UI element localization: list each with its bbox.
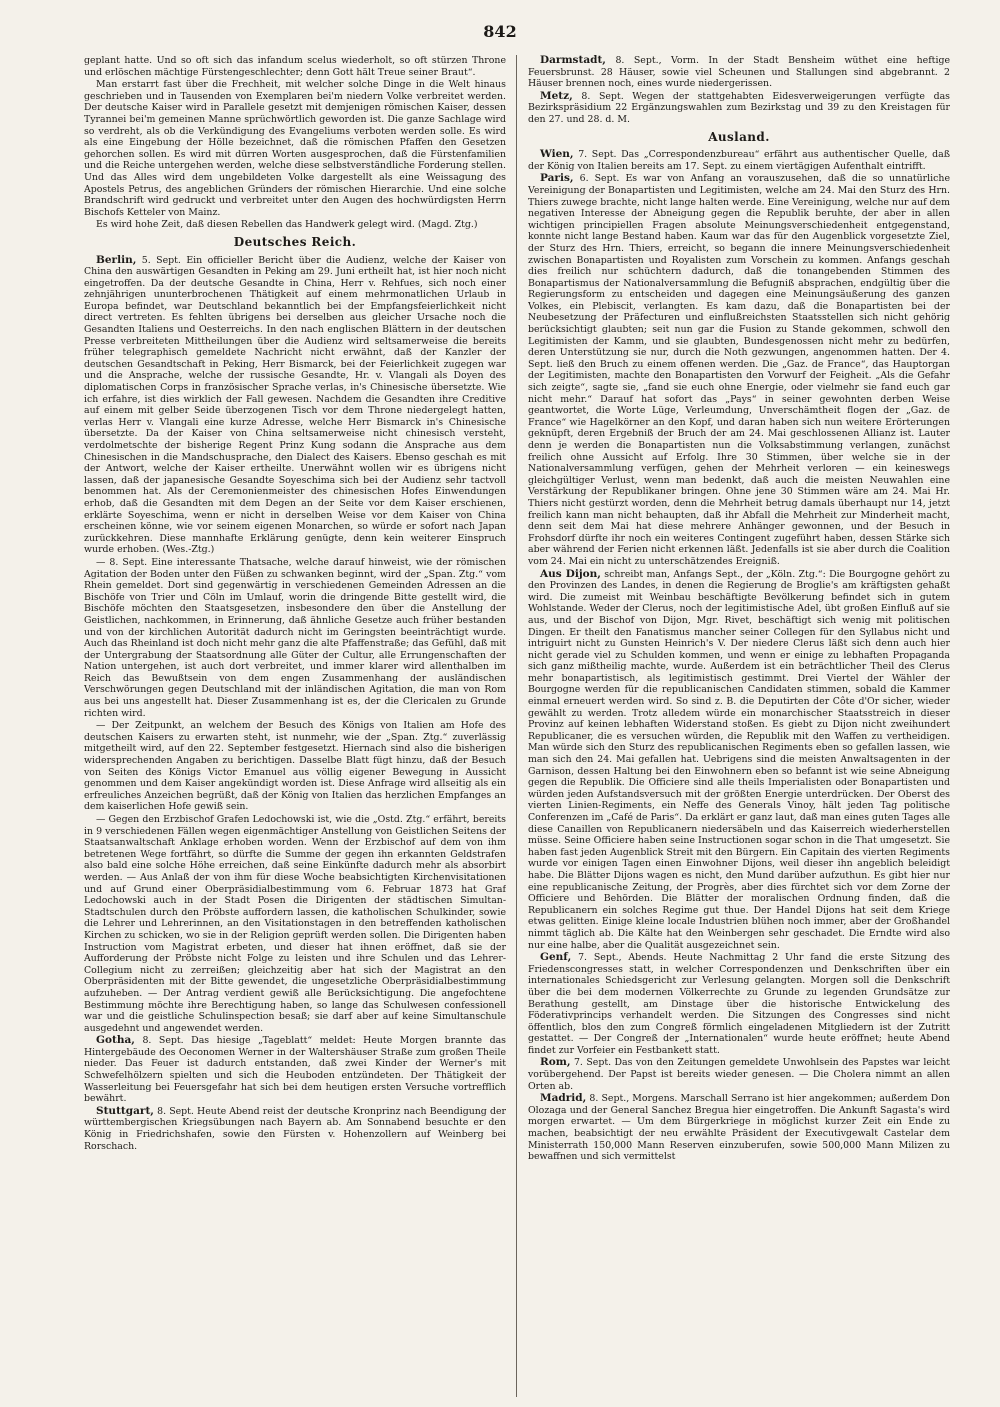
dateline: Madrid, bbox=[540, 1092, 587, 1105]
dateline: Stuttgart, bbox=[96, 1104, 154, 1117]
dateline: Darmstadt, bbox=[540, 55, 606, 66]
article-berlin-followup bbox=[84, 557, 506, 719]
article-gotha bbox=[84, 1035, 506, 1105]
article-wien bbox=[528, 149, 950, 172]
dateline: Gotha, bbox=[96, 1034, 135, 1047]
article-text: 5. Sept. Ein officieller Bericht über die Audienz, welche der Kaiser von China den auswärtigen Gesandten in Peking am 29. Juni ertheilt hat, ist hier noch nicht eingetroffen. Da der deutsche Gesandte in China, Herr v. Rehfues, sich noch einer zehnjährigen ununterbrochenen Thätigkeit auf einem mehrmonatlichen Urlaub in Europa befindet, war Deutschland bekanntlich bei der Empfangsfeierlichkeit nicht direct vertreten. Es fehlten übrigens bei derselben aus gleicher Ursache noch die Gesandten Italiens und Oesterreichs. In den nach englischen Blättern in der deutschen Presse verbreiteten Mittheilungen über die Audienz wird seltsamerweise die bereits früher telegraphisch gemeldete Nachricht nicht erwähnt, daß der Kanzler der deutschen Gesandtschaft in Peking, Herr Bismarck, bei der Feierlichkeit zugegen war und die Ansprache, welche der russische Gesandte, Hr. v. Vlangali als Doyen des diplomatischen Corps in französischer Sprache verlas, in's Chinesische übersetzte. Wie ich erfahre, ist dies wirklich der Fall gewesen. Nachdem die Gesandten ihre Creditive auf einem mit gelber Seide überzogenen Tisch vor dem Throne niedergelegt hatten, verlas Herr v. Vlangali eine kurze Adresse, welche Herr Bismarck in's Chinesische übersetzte. Da der Kaiser von China seltsamerweise nicht chinesisch versteht, verdolmetschte der bisherige Regent Prinz Kung sodann die Ansprache aus dem Chinesischen in die Mandschusprache, den Dialect des Kaisers. Ebenso geschah es mit der Antwort, welche der Kaiser ertheilte. Unerwähnt wollen wir es übrigens nicht lassen, daß der japanesische Gesandte Soyeschima sich bei der Audienz sehr tactvoll benommen hat. Als der Ceremonienmeister des chinesischen Hofes Einwendungen erhob, daß die Gesandten mit dem Degen an der Seite vor dem Kaiser erschienen, erklärte Soyeschima, wenn er nicht in derselben Weise vor dem Kaiser von China erscheinen könne, wie vor seinem eigenen Monarchen, so würde er sofort nach Japan zurückkehren. Diese mannhafte Erklärung genügte, denn kein weiterer Einspruch wurde erhoben. (Wes.-Ztg.) bbox=[84, 254, 506, 556]
dateline: Metz, bbox=[540, 89, 573, 102]
article-text: 8. Sept. Wegen der stattgehabten Eidesverweigerungen verfügte das Bezirkspräsidium 22 Ergänzungswahlen zum Bezirkstag und 39 zu den Kreistagen für den 27. und 28. d. M. bbox=[528, 90, 950, 125]
article-stuttgart bbox=[84, 1106, 506, 1152]
left-column bbox=[84, 55, 506, 1397]
intro-paragraph: Es wird hohe Zeit, daß diesen Rebellen das Handwerk gelegt wird. (Magd. Ztg.) bbox=[96, 219, 478, 231]
article-text: — Gegen den Erzbischof Grafen Ledochowski ist, wie die „Ostd. Ztg.“ erfährt, bereits in 9 verschiedenen Fällen wegen eigenmächtiger Anstellung von Geistlichen Seitens der Staatsanwaltschaft Anklage erhoben worden. Wenn der Erzbischof auf dem von ihm betretenen Wege fortfährt, so dürfte die Summe der gegen ihn erkannten Geldstrafen also bald eine solche Höhe erreichen, daß seine Einkünfte dadurch mehr als absorbirt werden. — Aus Anlaß der von ihm für diese Woche beabsichtigten Kirchenvisitationen und auf Grund einer Oberpräsidialbestimmung vom 6. Februar 1873 hat Graf Ledochowski auch in der Stadt Posen die Dirigenten der städtischen Simultan-Stadtschulen durch den Pröbste auffordern lassen, die katholischen Schulkinder, sowie die Lehrer und Lehrerinnen, an den Visitationstagen in den betreffenden katholischen Kirchen zu schicken, wo sie in der Religion geprüft werden sollen. Die Dirigenten haben Instruction vom Magistrat erbeten, und dieser hat ihnen eröffnet, daß sie der Aufforderung der Pröbste nicht Folge zu leisten und ihre Schulen und das Lehrer-Collegium nicht zu zerreißen; gleichzeitig aber hat sich der Magistrat an den Oberpräsidenten mit der Bitte gewendet, die ungesetzliche Oberpräsidialbestimmung aufzuheben. — Der Antrag verdient gewiß alle Berücksichtigung. Die angefochtene Bestimmung möchte ihre Berechtigung haben, so lange das Schulwesen confessionell war und die geistliche Schulinspection besaß; sie darf aber auf keine Simultanschule ausgedehnt und angewendet werden. bbox=[84, 814, 506, 1034]
article-berlin-followup bbox=[84, 814, 506, 1034]
article-text: 6. Sept. Es war von Anfang an vorauszusehen, daß die so unnatürliche Vereinigung der Bonapartisten und Legitimisten, welche am 24. Mai den Sturz des Hrn. Thiers zuwege brachte, nicht lange halten werde. Eine Vereinigung, welche nur auf dem negativen Interesse der Abneigung gegen die Republik beruhte, der aber in allen wichtigen principiellen Fragen absolute Meinungsverschiedenheit entgegenstand, konnte nicht lange Bestand haben. Kaum war das für den Augenblick vorgesetzte Ziel, der Sturz des Hrn. Thiers, erreicht, so begann die innere Meinungsverschiedenheit zwischen Bonapartisten und Royalisten zum Vorschein zu kommen. Anfangs geschah dies freilich nur schüchtern dadurch, daß die tonangebenden Stimmen des Bonapartismus der Nationalversammlung die Befugniß absprachen, endgültig über die Regierungsform zu entscheiden und dagegen eine Meinungsäußerung des ganzen Volkes, ein Plebiscit, verlangten. Es kam dazu, daß die Bonapartisten bei der Neubesetzung der Präfecturen und einflußreichsten Staatsstellen sich nicht gehörig berücksichtigt glaubten; seit nun gar die Fusion zu Stande gekommen, schwoll den Legitimisten der Kamm, und sie glaubten, Bundesgenossen nicht mehr zu bedürfen, deren Unterstützung sie nur, durch die Noth gezwungen, angenommen hatten. Der 4. Sept. ließ den Bruch zu einem offenen werden. Die „Gaz. de France“, das Hauptorgan der Legitimisten, machte den Bonapartisten den Vorwurf der Feigheit. „Als die Gefahr sich zeigte“, sagte sie, „fand sie euch ohne Energie, oder vielmehr sie fand euch gar nicht mehr.“ Darauf hat sofort das „Pays“ in seiner gewohnten derben Weise geantwortet, die Worte Lüge, Verleumdung, Unverschämtheit flogen der „Gaz. de France“ wie Hagelkörner an den Kopf, und daran haben sich nun weitere Erörterungen geknüpft, deren Ergebniß der Bruch der am 24. Mai geschlossenen Allianz ist. Lauter denn je werden die Bonapartisten nun die Volksabstimmung verlangen, zunächst freilich ohne Aussicht auf Erfolg. Ihre 30 Stimmen, über welche sie in der Nationalversammlung verfügen, gehen der Mehrheit verloren — ein keineswegs gleichgültiger Verlust, wenn man bedenkt, daß auch die meisten Neuwahlen eine Verstärkung der Republikaner bringen. Ohne jene 30 Stimmen wäre am 24. Mai Hr. Thiers nicht gestürzt worden, denn die Mehrheit betrug damals überhaupt nur 14, jetzt freilich kann man nicht behaupten, daß ihr Abfall die Mehrheit zur Minderheit macht, denn seit dem Mai hat diese mehrere Anhänger gewonnen, und der Besuch in Frohsdorf dürfte ihr noch ein weiteres Contingent zugeführt haben, dessen Stärke sich aber während der Ferien nicht erkennen läßt. Jedenfalls ist sie aber durch die Coalition vom 24. Mai ein nicht zu unterschätzendes Ereigniß. bbox=[528, 173, 950, 567]
section-heading-ausland: Ausland. bbox=[708, 129, 770, 144]
article-text: 8. Sept. Das hiesige „Tageblatt“ meldet: Heute Morgen brannte das Hintergebäude des Oeconomen Werner in der Waltershäuser Straße zum großen Theile nieder. Das Feuer ist dadurch entstanden, daß zwei Kinder der Werner's mit Schwefelhölzern spielten und sich die Heuboden entzündeten. Der Thätigkeit der Wasserleitung bei Feuersgefahr hat sich bei dem heutigen ersten Versuche vortrefflich bewährt. bbox=[84, 1035, 506, 1105]
dateline: Rom, bbox=[540, 1056, 571, 1069]
article-text: 7. Sept. Das „Correspondenzbureau“ erfährt aus authentischer Quelle, daß der König von Italien bereits am 17. Sept. zu einem viertägigen Aufenthalt eintrifft. bbox=[528, 149, 950, 172]
article-dijon bbox=[528, 569, 950, 952]
dateline: Berlin, bbox=[96, 253, 137, 266]
article-berlin-followup bbox=[84, 720, 506, 813]
section-heading-deutsches-reich: Deutsches Reich. bbox=[233, 234, 357, 249]
column-divider bbox=[516, 55, 517, 1397]
article-text: 8. Sept., Vorm. In der Stadt Bensheim wüthet eine heftige Feuersbrunst. 28 Häuser, sowie viel Scheunen und Stallungen sind abgebrannt. 2 Häuser brennen noch, eines wurde niedergerissen. bbox=[528, 55, 950, 90]
article-berlin bbox=[84, 255, 506, 556]
article-metz bbox=[528, 91, 950, 126]
dateline: Wien, bbox=[540, 148, 574, 161]
intro-paragraph: Man erstarrt fast über die Frechheit, mit welcher solche Dinge in die Welt hinaus geschrieben und in Tausenden von Exemplaren bei'm niedern Volke verbreitet werden. Der deutsche Kaiser wird in Parallele gesetzt mit demjenigen römischen Kaiser, dessen Tyrannei bei'm gemeinen Manne sprüchwörtlich geworden ist. Die ganze Sachlage wird so verdreht, als ob die Verkündigung des Evangeliums verboten werden solle. Es wird als eine Eingebung der Hölle bezeichnet, daß die römischen Pfaffen den Gesetzen gehorchen sollen. Es wird mit dürren Worten ausgesprochen, daß die Fürstenfamilien und die Reiche untergehen werden, welche diese selbstverständliche Forderung stellen. Und das Alles wird dem ungebildeten Volke dargestellt als eine Weissagung des Apostels Petrus, des angeblichen Gründers der römischen Hierarchie. Und eine solche Brandschrift wird gedruckt und verbreitet unter den Augen des hochwürdigsten Herrn Bischofs Ketteler von Mainz. bbox=[84, 79, 506, 218]
article-genf bbox=[528, 952, 950, 1056]
right-column bbox=[528, 55, 950, 1397]
article-madrid bbox=[528, 1093, 950, 1163]
article-text: — Der Zeitpunkt, an welchem der Besuch des Königs von Italien am Hofe des deutschen Kaisers zu erwarten steht, ist nunmehr, wie der „Span. Ztg.“ zuverlässig mitgetheilt wird, auf den 22. September festgesetzt. Hiernach sind also die bisherigen widersprechenden Angaben zu berichtigen. Dasselbe Blatt fügt hinzu, daß der Besuch von Seiten des Königs Victor Emanuel aus völlig eigener Bewegung in Aussicht genommen und dem Kaiser angekündigt worden ist. Diese Anfrage wird allseitig als ein erfreuliches Anzeichen begrüßt, daß der König von Italien das herzlichen Empfanges an dem kaiserlichen Hofe gewiß sein. bbox=[84, 720, 506, 813]
article-text: 7. Sept., Abends. Heute Nachmittag 2 Uhr fand die erste Sitzung des Friedenscongresses statt, in welcher Correspondenzen und Denkschriften über ein internationales Schiedsgericht zur Verlesung gelangten. Morgen soll die Denkschrift über die bei dem modernen Völkerrechte zu Grunde zu legenden Grundsätze zur Berathung gestellt, am Dinstage über die historische Entwickelung des Föderativprincips verhandelt werden. Die Sitzungen des Congresses sind nicht öffentlich, blos den zum Congreß förmlich eingeladenen Mitgliedern ist der Zutritt gestattet. — Der Congreß der „Internationalen“ wurde heute eröffnet; heute Abend findet zur Vorfeier ein Festbankett statt. bbox=[528, 952, 950, 1056]
article-text: — 8. Sept. Eine interessante Thatsache, welche darauf hinweist, wie der römischen Agitation der Boden unter den Füßen zu schwanken beginnt, wird der „Span. Ztg.“ vom Rhein gemeldet. Dort sind gegenwärtig in verschiedenen Gemeinden Adressen an die Bischöfe von Trier und Cöln im Umlauf, worin die dringende Bitte gestellt wird, die Bischöfe möchten den Staatsgesetzen, insbesondere den über die Anstellung der Geistlichen, nachkommen, in Erinnerung, daß ähnliche Gesetze auch früher bestanden und von der kirchlichen Autorität dadurch nicht im Geringsten beeinträchtigt wurde. Auch das Rheinland ist doch nicht mehr ganz die alte Pfaffenstraße; das Gefühl, daß mit der Untergrabung der Staatsordnung alle Güter der Cultur, alle Errungenschaften der Nation untergehen, ist auch dort verbreitet, und immer klarer wird allenthalben im Reich das Bewußtsein von dem engen Zusammenhang der ausländischen Verschwörungen gegen Deutschland mit der inländischen Agitation, die man von Rom aus bei uns angestellt hat. Dieser Zusammenhang ist es, der die Clericalen zu Grunde richten wird. bbox=[84, 556, 506, 719]
article-paris bbox=[528, 173, 950, 567]
page-number: 842 bbox=[483, 22, 517, 41]
article-text: schreibt man, Anfangs Sept., der „Köln. Ztg.“: Die Bourgogne gehört zu den Provinzen des Landes, in denen die Regierung de Broglie's am kräftigsten gehaßt wird. Die zumeist mit Weinbau beschäftigte Bevölkerung befindet sich in gutem Wohlstande. Weder der Clerus, noch der legitimistische Adel, übt großen Einfluß auf sie aus, und der Bischof von Dijon, Mgr. Rivet, beschäftigt sich wenig mit politischen Dingen. Er theilt den Fanatismus mancher seiner Collegen für den Syllabus nicht und intriguirt nicht zu Gunsten Heinrich's V. Der niedere Clerus läßt sich denn auch hier nicht gerade viel zu Schulden kommen, und wenn er einige zu lebhaften Propaganda sich ganz mißtheilig machte, wurde. Außerdem ist ein beträchtlicher Theil des Clerus mehr bonapartistisch, als legitimistisch gestimmt. Drei Viertel der Wähler der Bourgogne werden für die republicanischen Candidaten stimmen, sobald die Kammer einmal erneuert werden wird. So sind z. B. die Deputirten der Côte d'Or sicher, wieder gewählt zu werden. Trotz alledem würde ein monarchischer Staatsstreich in dieser Provinz auf keinen lebhaften Widerstand stoßen. Es giebt zu Dijon nicht zweihundert Republicaner, die es versuchen würden, die Republik mit den Waffen zu vertheidigen. Man würde sich den Sturz des republicanischen Regiments eben so gefallen lassen, wie man sich den 24. Mai gefallen hat. Uebrigens sind die meisten Anwaltsagenten in der Garnison, dessen Haltung bei den Einwohnern eben so befannt ist wie seine Abneigung gegen die Republik. Die Officiere sind alle theils Imperialisten oder Bonapartisten und würden jeden Aufstandsversuch mit der größten Energie unterdrücken. Der Oberst des vierten Linien-Regiments, ein Neffe des Generals Vinoy, hält jeden Tag politische Conferenzen im „Café de Paris“. Da erklärt er ganz laut, daß man eines guten Tages alle diese Canaillen von Republicanern niedersäbeln und das Kaiserreich wiederherstellen müsse. Seine Officiere haben seine Instructionen sogar schon in die That umgesetzt. Sie haben fast jeden Augenblick Streit mit den Bürgern. Ein Capitain des vierten Regiments wurde vor einigen Tagen einen Einwohner Dijons, weil dieser ihn angeblich beleidigt habe. Die Blätter Dijons wagen es nicht, den Mund darüber aufzuthun. Es gibt hier nur eine republicanische Zeitung, der Progrès, aber dies fürchtet sich vor dem Zorne der Officiere und Behörden. Die Blätter der moralischen Ordnung finden, daß die Republicanern ein solches Regime gut thue. Der Handel Dijons hat seit dem Kriege etwas gelitten. Einige kleine locale Industrien blühen noch immer, aber der Großhandel nimmt täglich ab. Die Kälte hat den Weinbergen sehr geschadet. Die Erndte wird also nur eine halbe, aber die Qualität ausgezeichnet sein. bbox=[528, 568, 950, 951]
article-text: 7. Sept. Das von den Zeitungen gemeldete Unwohlsein des Papstes war leicht vorübergehend. Der Papst ist bereits wieder genesen. — Die Cholera nimmt an allen Orten ab. bbox=[528, 1057, 950, 1092]
intro-paragraph: geplant hatte. Und so oft sich das infandum scelus wiederholt, so oft stürzen Throne und erlöschen mächtige Fürstengeschlechter; denn Gott hält Treue seiner Braut“. bbox=[84, 55, 506, 78]
dateline: Genf, bbox=[540, 951, 572, 964]
dateline: Paris, bbox=[540, 172, 574, 185]
article-text: 8. Sept., Morgens. Marschall Serrano ist hier angekommen; außerdem Don Olozaga und der General Sanchez Bregua hier eingetroffen. Die Ankunft Sagasta's wird morgen erwartet. — Um dem Bürgerkriege in möglichst kurzer Zeit ein Ende zu machen, beabsichtigt der neu erwählte Präsident der Executivgewalt Castelar dem Ministerrath 150,000 Mann Reserven einzuberufen, sowie 500,000 Mann Milizen zu bewaffnen und sich vermittelst bbox=[528, 1093, 950, 1163]
article-rom bbox=[528, 1057, 950, 1092]
article-darmstadt bbox=[528, 55, 950, 90]
newspaper-columns bbox=[84, 55, 950, 1397]
article-text: 8. Sept. Heute Abend reist der deutsche Kronprinz nach Beendigung der württembergischen Kriegsübungen nach Bayern ab. Am Sonnabend besuchte er den König in Friedrichshafen, sowie den Fürsten v. Hohenzollern auf Weinberg bei Rorschach. bbox=[84, 1105, 506, 1152]
dateline: Aus Dijon, bbox=[540, 567, 601, 580]
